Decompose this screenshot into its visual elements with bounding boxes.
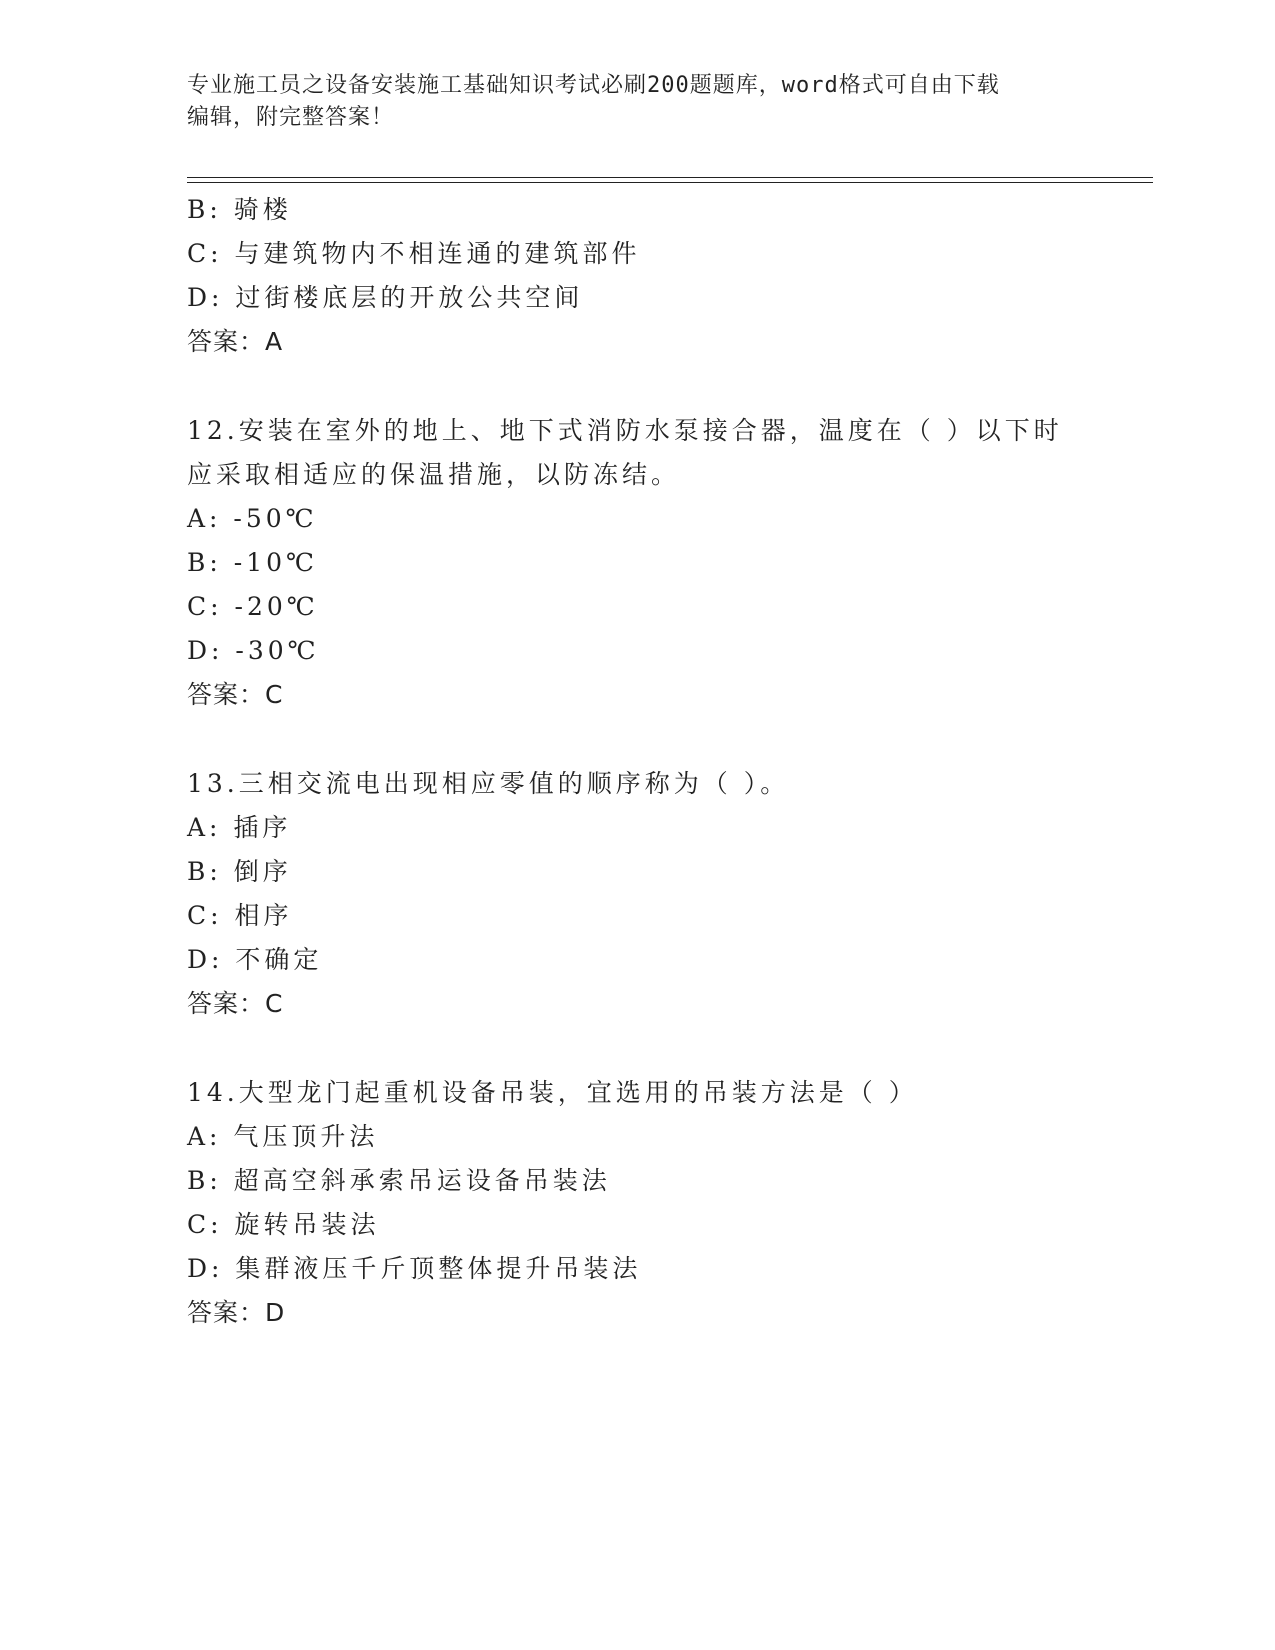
q14-stem: 14.大型龙门起重机设备吊装，宜选用的吊装方法是（ ） xyxy=(187,1078,918,1107)
page-header xyxy=(187,70,1087,134)
header-divider-top xyxy=(187,177,1153,178)
q14-option-c: C: 旋转吊装法 xyxy=(187,1210,380,1239)
q13-option-a: A: 插序 xyxy=(187,813,292,842)
q14-option-b: B: 超高空斜承索吊运设备吊装法 xyxy=(187,1166,611,1195)
q14-option-a: A: 气压顶升法 xyxy=(187,1122,379,1151)
q12-option-a: A: -50℃ xyxy=(187,504,318,533)
q12-option-d: D: -30℃ xyxy=(187,636,320,665)
q13-option-b: B: 倒序 xyxy=(187,857,292,886)
q11-option-c: C: 与建筑物内不相连通的建筑部件 xyxy=(187,239,641,268)
q12-answer: 答案：C xyxy=(187,680,284,709)
q14-option-d: D: 集群液压千斤顶整体提升吊装法 xyxy=(187,1254,642,1283)
q12-option-b: B: -10℃ xyxy=(187,548,318,577)
q11-option-d: D: 过街楼底层的开放公共空间 xyxy=(187,283,584,312)
q12-stem-line-1: 12.安装在室外的地上、地下式消防水泵接合器，温度在（ ）以下时 xyxy=(187,416,1063,445)
q14-answer: 答案：D xyxy=(187,1298,286,1327)
q13-option-d: D: 不确定 xyxy=(187,945,323,974)
q13-stem: 13.三相交流电出现相应零值的顺序称为（ ）。 xyxy=(187,769,790,798)
header-line-2: 编辑，附完整答案！ xyxy=(187,105,395,130)
q12-stem-line-2: 应采取相适应的保温措施，以防冻结。 xyxy=(187,460,681,489)
q11-option-b: B: 骑楼 xyxy=(187,195,292,224)
q13-option-c: C: 相序 xyxy=(187,901,293,930)
q11-answer: 答案：A xyxy=(187,327,284,356)
header-line-1: 专业施工员之设备安装施工基础知识考试必刷200题题库，word格式可自由下载 xyxy=(187,73,1000,98)
header-divider-bottom xyxy=(187,182,1153,183)
q12-option-c: C: -20℃ xyxy=(187,592,319,621)
q13-answer: 答案：C xyxy=(187,989,284,1018)
